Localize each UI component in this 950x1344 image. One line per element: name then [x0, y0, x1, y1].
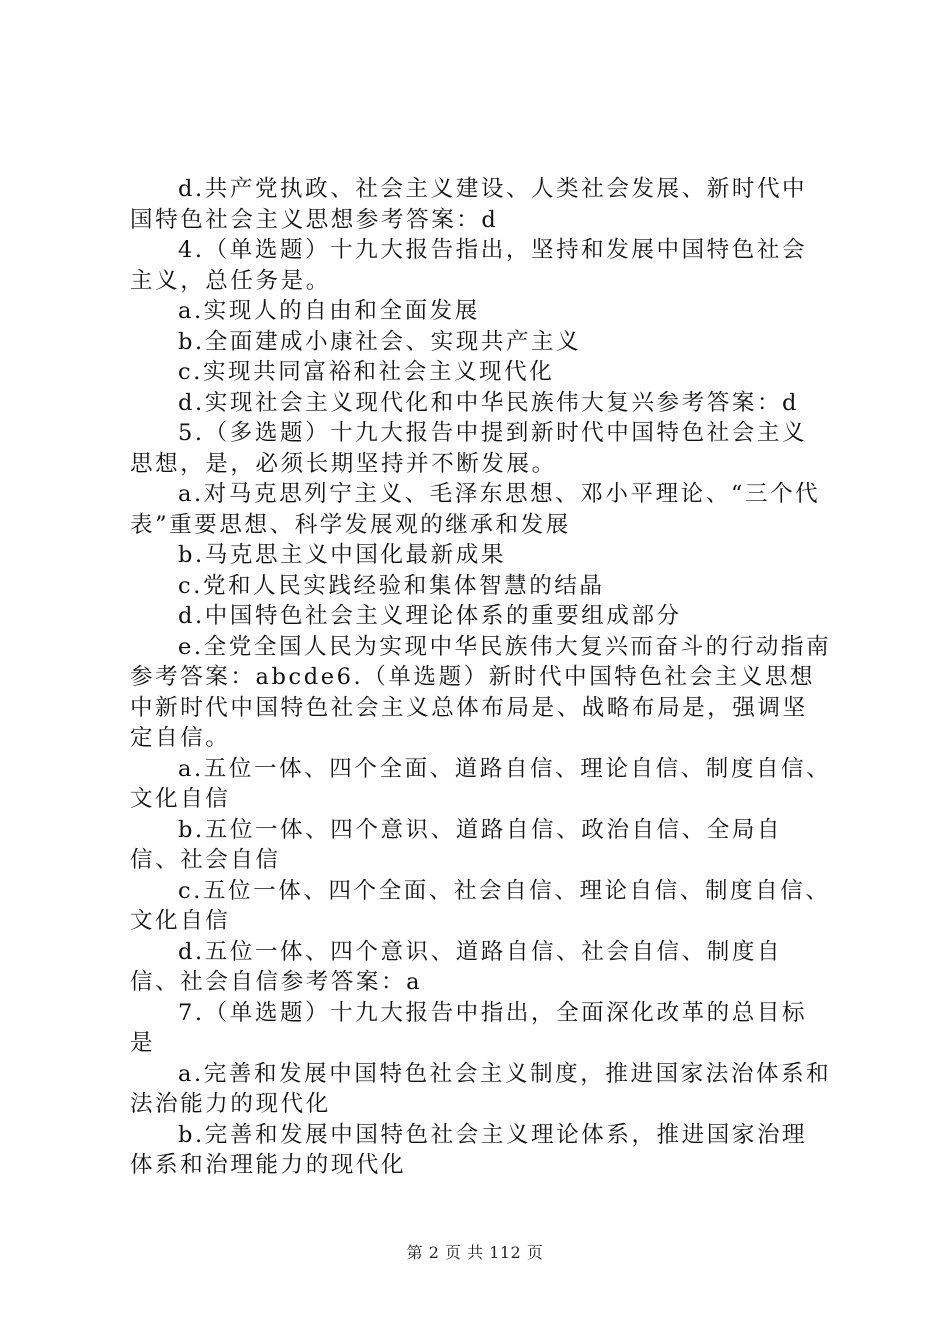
paragraph-q7-option-b: b.完善和发展中国特色社会主义理论体系，推进国家治理体系和治理能力的现代化 — [130, 1121, 808, 1178]
paragraph-q6-option-c: c.五位一体、四个全面、社会自信、理论自信、制度自信、文化自信 — [130, 877, 831, 934]
paragraph-q7-option-a: a.完善和发展中国特色社会主义制度，推进国家法治体系和法治能力的现代化 — [130, 1060, 832, 1117]
paragraph-q4-option-a: a.实现人的自由和全面发展 — [178, 298, 480, 324]
paragraph-q5-option-b: b.马克思主义中国化最新成果 — [178, 542, 506, 568]
paragraph-q5-option-c: c.党和人民实践经验和集体智慧的结晶 — [178, 572, 605, 599]
paragraph-q6-option-b: b.五位一体、四个意识、道路自信、政治自信、全局自信、社会自信 — [130, 816, 783, 873]
paragraph-q5-option-a: a.对马克思列宁主义、毛泽东思想、邓小平理论、“三个代表”重要思想、科学发展观的继承和发展 — [130, 481, 821, 538]
paragraph-q5-option-e-and-question-6: e.全党全国人民为实现中华民族伟大复兴而奋斗的行动指南参考答案：abcde6.（单选题）新时代中国特色社会主义思想中新时代中国特色社会主义总体布局是、战略布局是，强调坚定自信。 — [130, 633, 832, 751]
paragraph-q3-option-d: d.共产党执政、社会主义建设、人类社会发展、新时代中国特色社会主义思想参考答案：d — [130, 176, 808, 233]
page-footer — [0, 1243, 950, 1263]
page-number: 第 2 页 共 112 页 — [406, 1243, 544, 1262]
paragraph-question-4: 4.（单选题）十九大报告指出，坚持和发展中国特色社会主义，总任务是。 — [130, 237, 808, 294]
paragraph-question-7: 7.（单选题）十九大报告中指出，全面深化改革的总目标是 — [130, 999, 808, 1056]
paragraph-q4-option-d: d.实现社会主义现代化和中华民族伟大复兴参考答案：d — [178, 389, 800, 416]
paragraph-q4-option-b: b.全面建成小康社会、实现共产主义 — [178, 328, 582, 355]
paragraph-q6-option-a: a.五位一体、四个全面、道路自信、理论自信、制度自信、文化自信 — [130, 755, 832, 812]
document-body — [130, 174, 832, 1181]
paragraph-q4-option-c: c.实现共同富裕和社会主义现代化 — [178, 359, 555, 385]
paragraph-question-5: 5.（多选题）十九大报告中提到新时代中国特色社会主义思想，是，必须长期坚持并不断发展。 — [130, 420, 808, 477]
paragraph-q6-option-d: d.五位一体、四个意识、道路自信、社会自信、制度自信、社会自信参考答案：a — [130, 938, 783, 995]
paragraph-q5-option-d: d.中国特色社会主义理论体系的重要组成部分 — [178, 603, 682, 629]
